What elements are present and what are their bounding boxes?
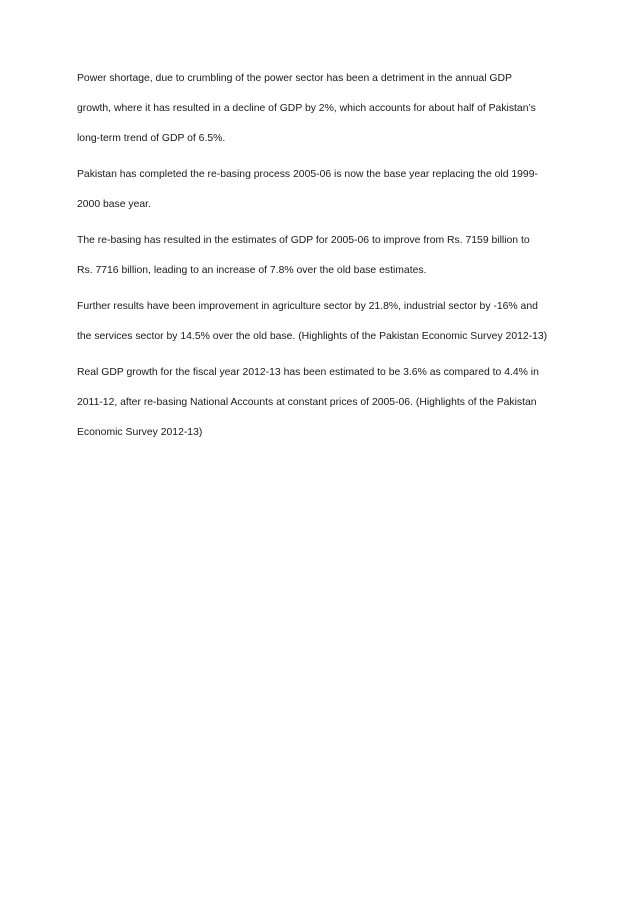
text-line: the services sector by 14.5% over the old base. (Highlights of the Pakistan Economic Survey 2012-13)	[77, 331, 548, 342]
text-line: The re-basing has resulted in the estimates of GDP for 2005-06 to improve from Rs. 7159 billion to	[77, 235, 530, 246]
paragraph-sector-results	[77, 300, 567, 360]
text-line: Real GDP growth for the fiscal year 2012-13 has been estimated to be 3.6% as compared to 4.4% in	[77, 367, 539, 378]
text-line: Further results have been improvement in agriculture sector by 21.8%, industrial sector by -16% and	[77, 301, 538, 312]
text-line: 2000 base year.	[77, 199, 151, 210]
text-line: 2011-12, after re-basing National Accounts at constant prices of 2005-06. (Highlights of the Pakistan	[77, 397, 537, 408]
text-line: Rs. 7716 billion, leading to an increase of 7.8% over the old base estimates.	[77, 265, 427, 276]
text-line: Power shortage, due to crumbling of the power sector has been a detriment in the annual GDP	[77, 73, 512, 84]
document-body	[77, 72, 567, 462]
paragraph-gdp-estimates	[77, 234, 567, 294]
paragraph-rebasing-process	[77, 168, 567, 228]
text-line: Economic Survey 2012-13)	[77, 427, 203, 438]
paragraph-real-gdp-growth	[77, 366, 567, 456]
paragraph-power-shortage	[77, 72, 567, 162]
text-line: growth, where it has resulted in a decline of GDP by 2%, which accounts for about half of Pakistan’s	[77, 103, 536, 114]
text-line: Pakistan has completed the re-basing process 2005-06 is now the base year replacing the old 1999-	[77, 169, 538, 180]
text-line: long-term trend of GDP of 6.5%.	[77, 133, 226, 144]
